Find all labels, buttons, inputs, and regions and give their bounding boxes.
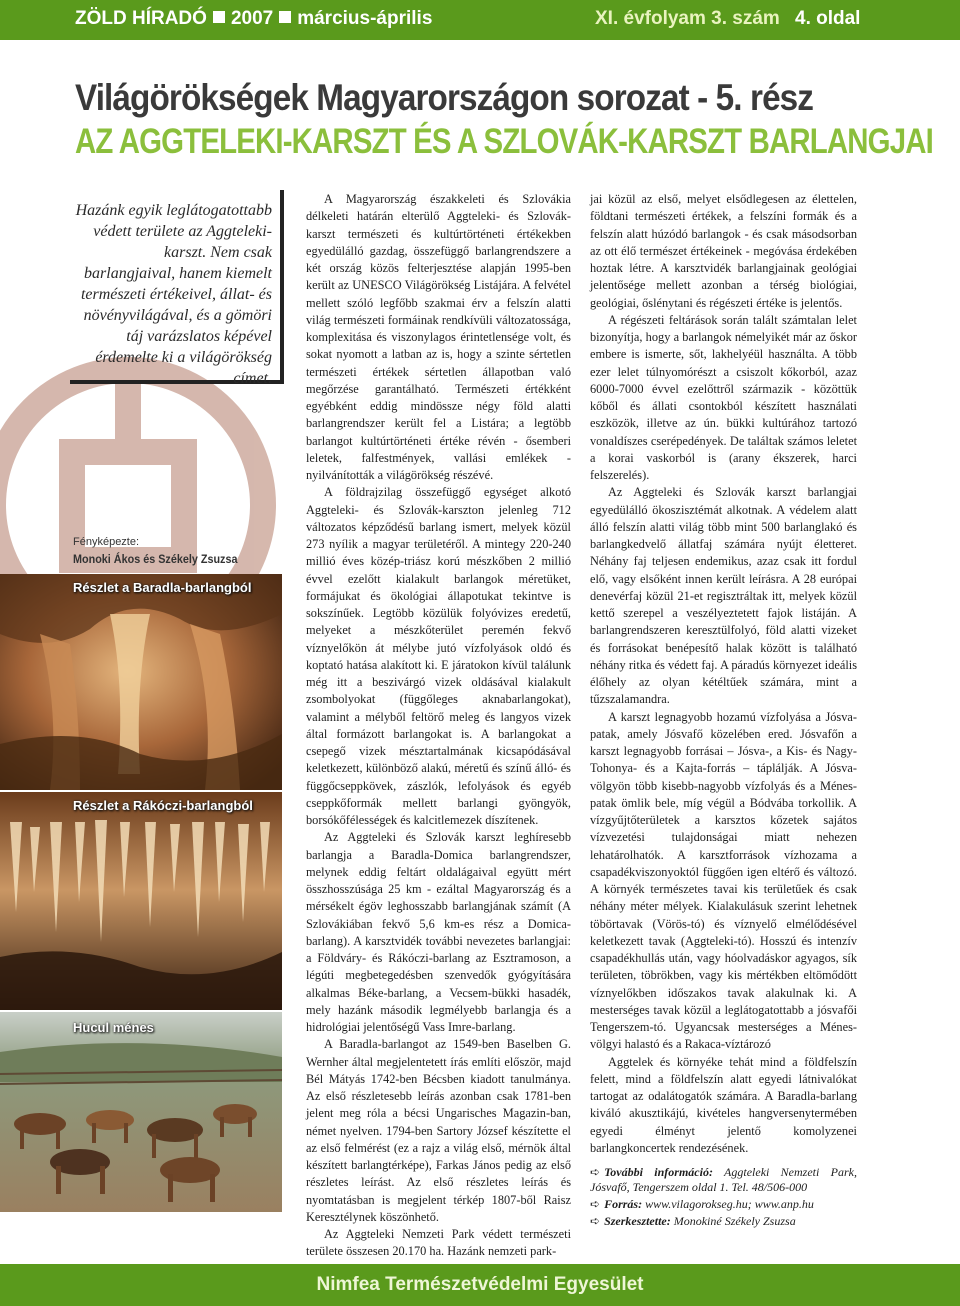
paragraph: Az Aggteleki Nemzeti Park védett természeti területe összesen 20.170 ha. Hazánk nemzeti park- xyxy=(306,1227,571,1259)
article-column-2 xyxy=(590,191,857,1229)
header-bar xyxy=(0,0,960,40)
paragraph: jai közül az első, melyet elsődlegesen az élettelen, földtani természeti értékek, a felszíni formák és a felszín alatt húzódó barlangok - és csak másodsorban az ott élő természet értékeinek - megóvása érdekében hoztak létre. A karsztvidék barlangjainak geológiai jelentősége mellett azonban a térség biológiai, geológiai, őslénytani és régészeti értéke is jelentős. xyxy=(590,192,857,310)
square-bullet-icon xyxy=(213,11,225,23)
paragraph: A földrajzilag összefüggő egységet alkotó Aggteleki- és Szlovák-karszton jelenleg 712 változatos képződésű barlang ismert, melyek közül 273 nyílik a magyar területéről. A mintegy 220-240 millió éves közép-triász korú mészkőben 2 millió évvel ezelőtt kialakult barlangok méretüket, formájukat és ökológiai állapotukat tekintve is sokszínűek. Legtöbb közülük folyóvizes eredetű, melyeket a mészkőterület peremén fekvő víznyelőkön át mélybe jutó vízfolyások oldó és koptató hatása alakított ki. E járatokon kívül találunk még itt a beszivárgó vizek oldásával kialakult zsombolyokat (függőleges aknabarlangokat), valamint a mélyből feltörő meleg és langyos vizek által formázott barlangokat is. A barlangokat a csepegő vizek mésztartalmának kicsapódásával keletkezett, különböző alakú, méretű és színű álló- és függőcseppkövek, zászlók, lefolyások és egyéb cseppkőformák mellett barlangi gyöngyök, borsókőfélességek és kalcitlemezek díszítenek. xyxy=(306,485,571,827)
info-text: www.vilagorokseg.hu; www.anp.hu xyxy=(645,1197,814,1211)
footer-organization: Nimfea Természetvédelmi Egyesület xyxy=(316,1274,644,1295)
paragraph: Aggtelek és környéke tehát mind a földfelszín felett, mind a földfelszín alatt egyedi látnivalókat tartogat az odalátogatók számára. A Baradla-barlang kiváló akusztikájú, kivételes hangversenytermében egyedi élményt jelentő komolyzenei barlangkoncertek rendezésének. xyxy=(590,1054,857,1155)
caption-baradla: Részlet a Baradla-barlangból xyxy=(73,580,252,595)
arrow-icon: ➪ xyxy=(590,1197,601,1211)
square-bullet-icon xyxy=(279,11,291,23)
info-label: További információ: xyxy=(604,1165,713,1179)
article-column-1 xyxy=(306,191,571,1261)
info-source xyxy=(590,1197,857,1212)
info-label: Forrás: xyxy=(604,1197,643,1211)
credit-label: Fényképezte: xyxy=(73,536,140,548)
publication-name: ZÖLD HÍRADÓ xyxy=(75,8,207,29)
photo-credit xyxy=(73,536,256,566)
info-more xyxy=(590,1165,857,1195)
info-text: Monokiné Székely Zsuzsa xyxy=(673,1214,796,1228)
footer-bar xyxy=(0,1264,960,1306)
year: 2007 xyxy=(230,8,274,29)
page-number: 4. oldal xyxy=(795,8,861,29)
credit-names: Monoki Ákos és Székely Zsuzsa xyxy=(73,552,238,566)
article-subtitle: AZ AGGTELEKI-KARSZT ÉS A SZLOVÁK-KARSZT BARLANGJAI xyxy=(75,122,933,161)
info-label: Szerkesztette: xyxy=(604,1214,671,1228)
paragraph: Az Aggteleki és Szlovák karszt barlangjai egyedülálló ökoszisztémát alkotnak. A védelem alatt álló felszín alatti világ több mint 500 barlanglakó és barlangkedvelő állatfaj számára nyújt életteret. Néhány faj teljesen endemikus, azaz csak itt fordul elő, vagy elsőként innen került leírásra. A 28 európai denevérfaj közül 21-et regisztráltak itt, melyek közül kettő szerepel a veszélyeztetett fajok listáján. A barlangrendszeren keresztülfolyó, föld alatti vizeket és forrásokat benépesítő halak között is található néhány ritka és védett faj. A páradús környezet ideális élőhely az olyan kétéltűek számára, mint a tűzszalamandra. xyxy=(590,485,857,707)
caption-hucul: Hucul ménes xyxy=(73,1020,154,1035)
caption-rakoczi: Részlet a Rákóczi-barlangból xyxy=(73,798,253,813)
paragraph: Az Aggteleki és Szlovák karszt leghíresebb barlangja a Baradla-Domica barlangrendszer, melynek eddig feltárt oldalágaival együtt mért összhosszúsága 25 km - ezáltal Magyarország és a mérsékelt égöv leghosszabb barlangjának számít (A Szlovákiában fekvő 5,6 km-es rész a Domica-barlang). A karsztvidék további nevezetes barlangjai: a Földváry- és Rákóczi-barlang az Esztramoson, a légúti megbetegedésben szenvedők gyógyítására alkalmas Béke-barlang, a Vecsem-bükki hasadék, mely hazánk második legmélyebb barlangja és a hidrológiai jelentőségű Vass Imre-barlang. xyxy=(306,830,571,1034)
photo-rakoczi-cave xyxy=(0,792,282,1010)
paragraph: A karszt legnagyobb hozamú vízfolyása a Jósva-patak, amely Jósvafő közelében ered. Jósvafőn a karszt legnagyobb forrásai – Jósva-, a Kis- és Nagy-Tohonya- és a Kajta-forrás – táplálják. A Jósva-völgyön több kisebb-nagyobb vízfolyás és a Ménes-patak ömlik bele, míg végül a Bódvába torkollik. A vízgyűjtőterületek a karsztos kőzetek sajátos vízvezetési tulajdonságai miatt nehezen lehatárolhatók. A karsztforrások vízhozama a csapadékviszonyoktól függően igen eltérő és változó. A környék természetes tavai kis területűek és csak néhány méter mélyek. Kialakulásuk szerint lehetnek töbörtavak (Vörös-tó) és víznyelő elmélődésével keletkezett tavak (Aggteleki-tó). Hosszú és intenzív csapadékhullás után, vagy hóolvadáskor agyagos, sík területen, töbrökben, vagy kis mértékben eltömődött víznyelőkben időszakos tavak alakulnak ki. A mesterséges tavak közül a leglátogatottabb a jósvafői Tengerszem-tó. Ugyancsak mesterséges a Ménes-völgyi halastó és a Rakaca-víztározó xyxy=(590,709,857,1052)
info-text: Aggteleki Nemzeti Park, Jósvafő, Tengerszem oldal 1. Tel. 48/506-000 xyxy=(590,1165,857,1194)
lead-text: Hazánk egyik leglátogatottabb védett területe az Aggteleki-karszt. Nem csak barlangjaival, hanem kiemelt természeti értékeivel, állat- és növényvilágával, és a gömöri táj varázslatos képével érdemelte ki a világörökség címet. xyxy=(75,202,272,387)
article-title: Világörökségek Magyarországon sorozat - 5. rész xyxy=(75,77,814,118)
months: március-április xyxy=(297,8,433,29)
photo-baradla-cave xyxy=(0,574,282,790)
header-left xyxy=(75,8,432,30)
info-editor xyxy=(590,1214,857,1229)
arrow-icon: ➪ xyxy=(590,1214,601,1228)
paragraph: A Baradla-barlangot az 1549-ben Baselben G. Wernher által megjelentetett írás említi először, majd Bél Mátyás 1742-ben Bécsben kiadott tanulmánya. Az első részletesebb leírás azonban csak 1781-ben jelent meg róla a bécsi Ungarisches Magazin-ban, német nyelven. 1794-ben Sartory József készítette el az első felmérést (ez a rajz a világ első, mérnök által készített barlangtérképe), Farkas János pedig az első részletes leírást. Az első részletes leírás és nyomtatásban is megjelent térkép 1807-ből Raisz Keresztélynek köszönhető. xyxy=(306,1037,571,1224)
volume: XI. évfolyam 3. szám xyxy=(595,8,780,29)
photo-hucul-horses xyxy=(0,1012,282,1212)
lead-box xyxy=(70,190,284,387)
arrow-icon: ➪ xyxy=(590,1165,601,1179)
paragraph: A régészeti feltárások során talált számtalan lelet bizonyítja, hogy a barlangok némelyikét már az őskor embere is ismerte, sőt, lakhelyéül használta. A több ezer lelet túlnyomórészt a csiszolt kőkorból, azaz 6000-7000 évvel ezelőttről származik - közöttük kőből és állati csontokból készített használati eszközök, illetve az ún. bükki kultúrához tartozó vonaldíszes cserépedények. De találtak számos leletet a korai vaskorból is (arany ékszerek, harci felszerelés). xyxy=(590,312,857,482)
paragraph: A Magyarország északkeleti és Szlovákia délkeleti határán elterülő Aggteleki- és Szlovák-karszt természeti és kultúrtörténeti értékekben egyedülálló gazdag, összefüggő barlangrendszere a két ország közös felterjesztése alapján 1995-ben került az UNESCO Világörökség Listájára. A felvétel mellett szóló legfőbb szakmai érv a felszín alatti világ természeti formáinak rendkívüli változatossága, komplexitása és viszonylagos érintetlensége volt, és sokat nyomott a latban az is, hogy a szinte sértetlen természeti értékek sértetlen állapotban való megőrzése garantálható. Természeti értékként egyébként eddig mindössze négy föld alatti barlangrendszer került fel a Listára; a legtöbb barlangot kultúrtörténeti értéke révén - ősemberi leletek, falfestmények, vallási emlékek - nyilvánították a világörökség részévé. xyxy=(306,192,571,482)
